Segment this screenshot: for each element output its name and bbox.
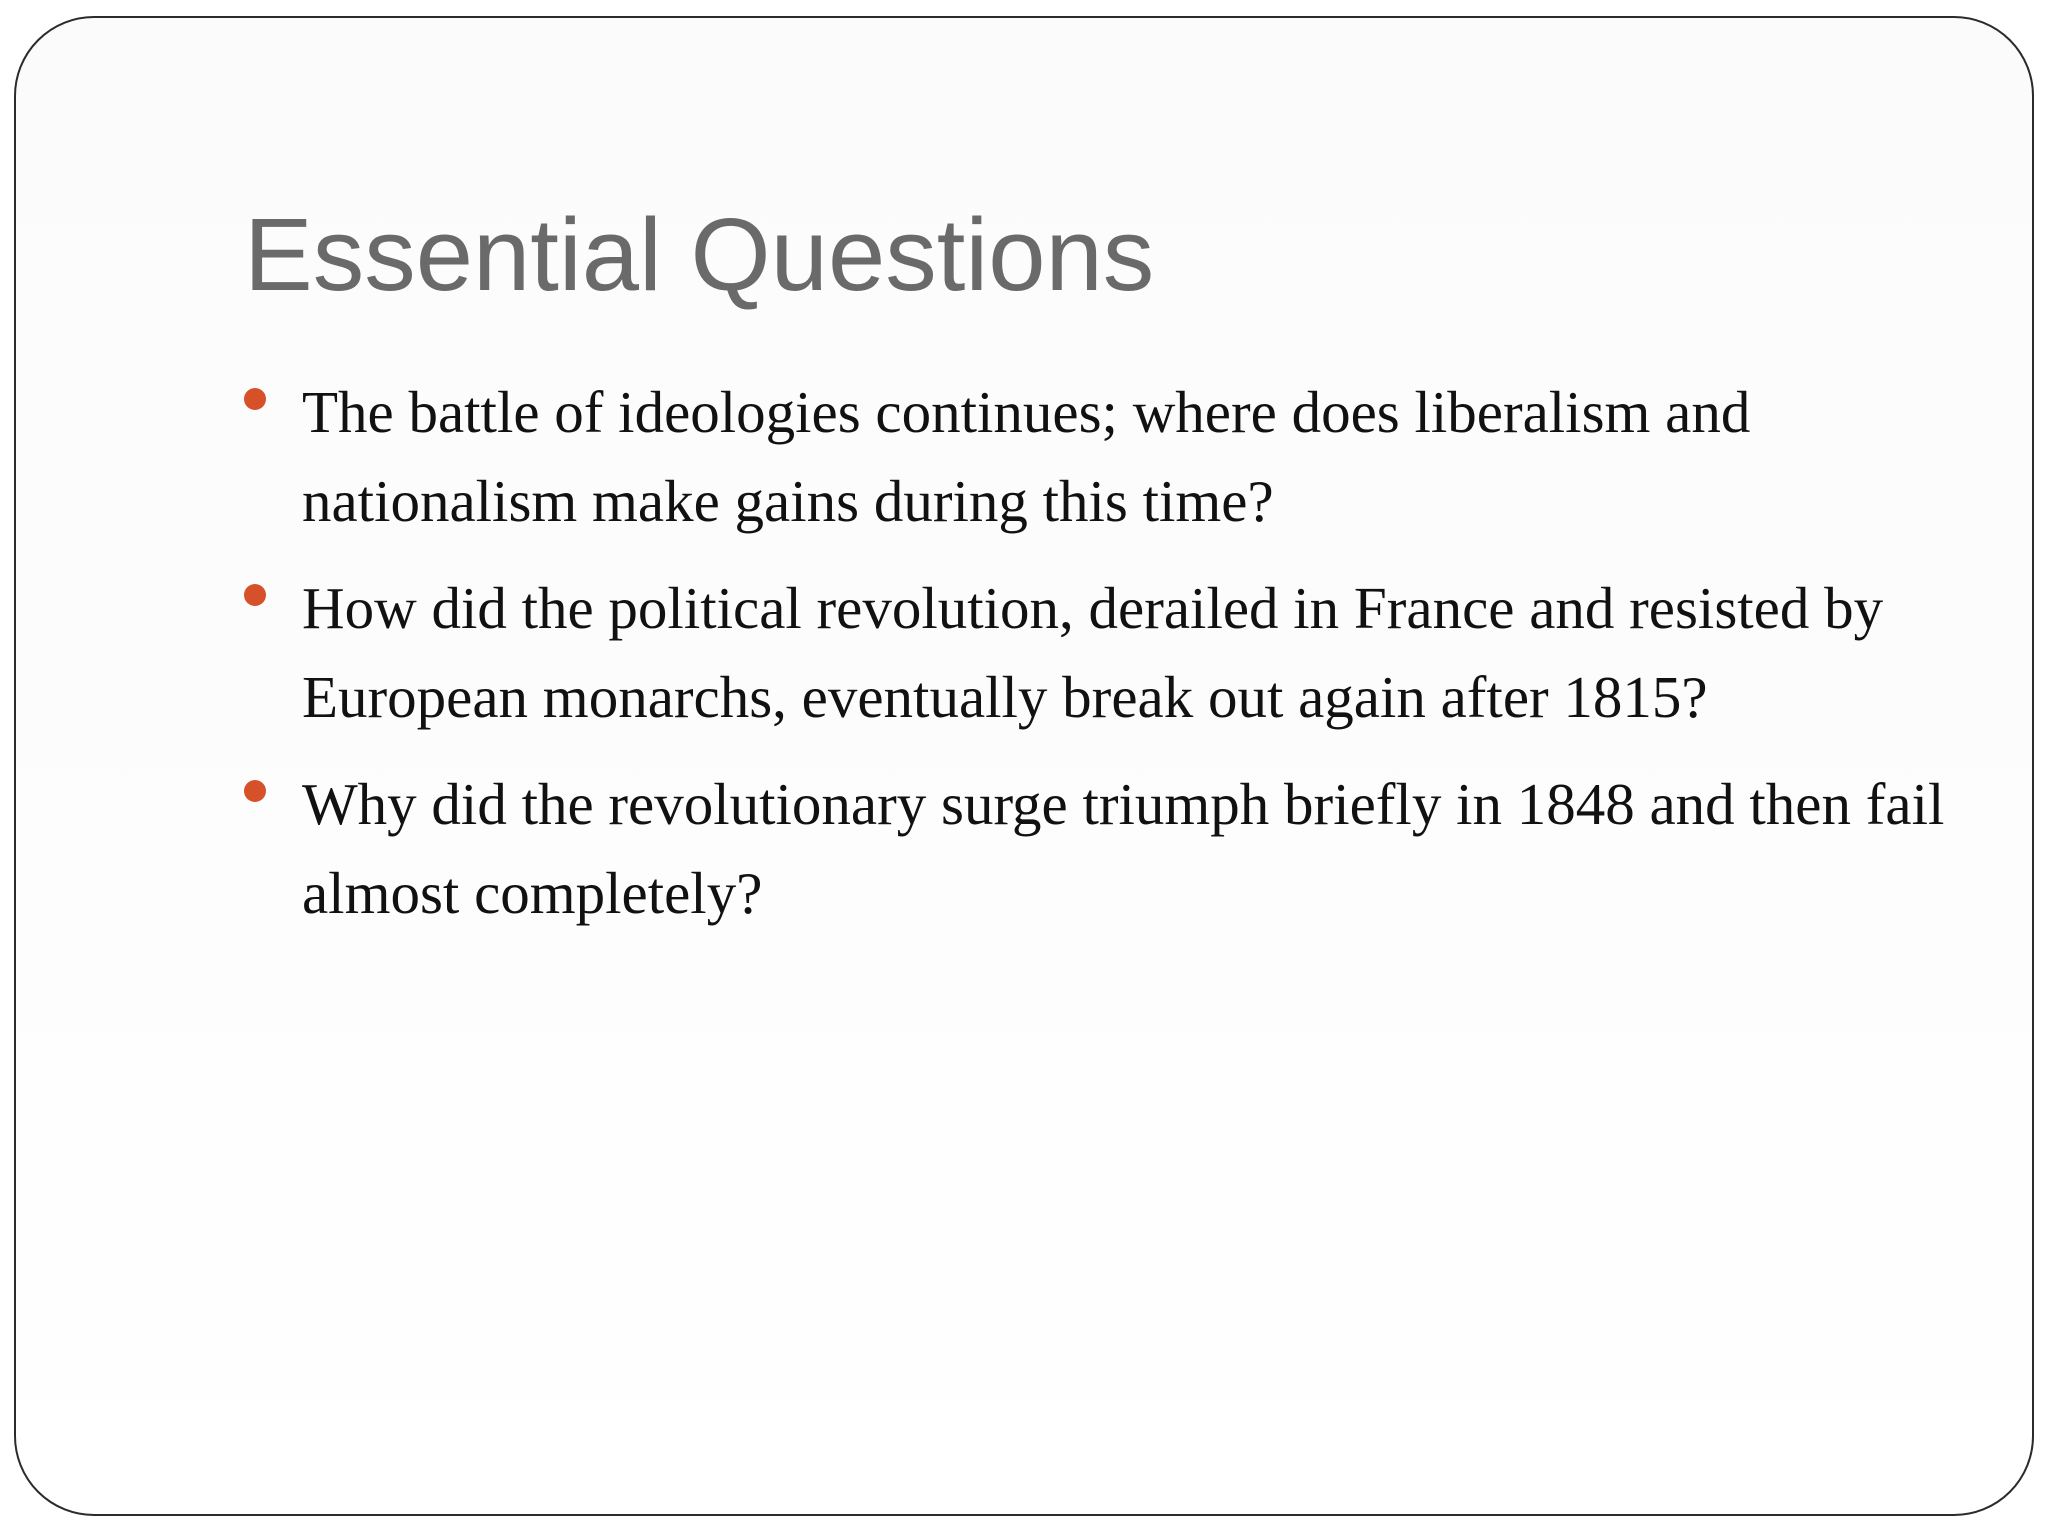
bullet-dot-icon — [244, 388, 266, 410]
list-item — [244, 564, 1964, 742]
list-item — [244, 368, 1964, 546]
bullet-text: Why did the revolutionary surge triumph briefly in 1848 and then fail almost completely? — [302, 771, 1945, 926]
bullet-text: The battle of ideologies continues; where does liberalism and nationalism make gains during this time? — [302, 379, 1751, 534]
list-item — [244, 760, 1964, 938]
bullet-dot-icon — [244, 584, 266, 606]
slide-title: Essential Questions — [244, 197, 1155, 312]
bullet-list — [244, 368, 1964, 956]
slide — [14, 16, 2034, 1516]
bullet-text: How did the political revolution, derailed in France and resisted by European monarchs, eventually break out again after 1815? — [302, 575, 1884, 730]
bullet-dot-icon — [244, 780, 266, 802]
